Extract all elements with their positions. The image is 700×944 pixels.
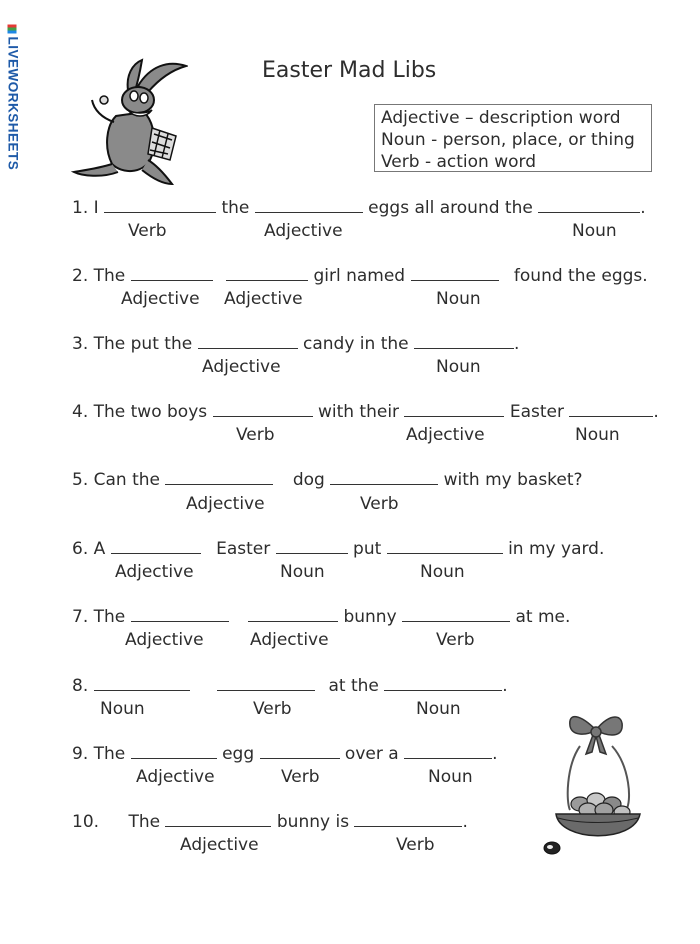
q8-end: .	[502, 676, 508, 696]
q10-text-0: The	[128, 812, 161, 832]
q2-label-2: Adjective	[224, 289, 303, 309]
q9-number: 9. The	[72, 744, 126, 764]
q6-text-2: put	[353, 539, 382, 559]
q4-blank-1[interactable]	[213, 402, 313, 417]
q8-blank-3[interactable]	[384, 676, 502, 691]
q6-label-2: Noun	[280, 562, 325, 582]
q9-end: .	[492, 744, 498, 764]
brand-watermark	[6, 25, 21, 175]
q5-text-1: dog	[292, 470, 325, 490]
q2-label-1: Adjective	[121, 289, 200, 309]
q1-label-3: Noun	[572, 221, 617, 241]
q6-text-3: in my yard.	[508, 539, 605, 559]
q2-number: 2. The	[72, 266, 126, 286]
q6-label-3: Noun	[420, 562, 465, 582]
q5-blank-2[interactable]	[330, 470, 438, 485]
q5-blank-1[interactable]	[165, 470, 273, 485]
q2-blank-2[interactable]	[226, 266, 308, 281]
q5-label-2: Verb	[360, 494, 399, 514]
q1-label-2: Adjective	[264, 221, 343, 241]
q3-label-1: Adjective	[202, 357, 281, 377]
q4-text-1: with their	[317, 402, 400, 422]
q4-blank-2[interactable]	[404, 402, 504, 417]
q2-label-3: Noun	[436, 289, 481, 309]
q9-blank-1[interactable]	[131, 744, 217, 759]
q6-blank-3[interactable]	[387, 539, 503, 554]
q1-blank-2[interactable]	[255, 198, 363, 213]
q10-text-1: bunny is	[276, 812, 350, 832]
q6-label-1: Adjective	[115, 562, 194, 582]
q2-blank-1[interactable]	[131, 266, 213, 281]
q2-text-1: girl named	[313, 266, 406, 286]
q9-text-2: over a	[344, 744, 399, 764]
q3-number: 3. The put the	[72, 334, 193, 354]
q2-text-2: found the eggs.	[513, 266, 648, 286]
brand-text: LIVEWORKSHEETS	[5, 36, 21, 171]
q7-text-1: bunny	[343, 607, 397, 627]
brand-logo-icon	[8, 25, 17, 34]
legend-verb: Verb - action word	[381, 152, 537, 172]
q1-label-1: Verb	[128, 221, 167, 241]
q9-label-3: Noun	[428, 767, 473, 787]
q8-label-1: Noun	[100, 699, 145, 719]
q9-label-2: Verb	[281, 767, 320, 787]
question-1	[72, 198, 646, 218]
q10-blank-2[interactable]	[354, 812, 462, 827]
question-3	[72, 334, 519, 354]
q3-blank-2[interactable]	[414, 334, 514, 349]
q3-blank-1[interactable]	[198, 334, 298, 349]
legend-noun: Noun - person, place, or thing	[381, 130, 635, 150]
legend-adjective: Adjective – description word	[381, 108, 621, 128]
q8-label-3: Noun	[416, 699, 461, 719]
q1-text-2: eggs all around the	[368, 198, 533, 218]
q4-label-1: Verb	[236, 425, 275, 445]
q8-blank-2[interactable]	[217, 676, 315, 691]
q1-blank-1[interactable]	[104, 198, 216, 213]
q10-blank-1[interactable]	[165, 812, 271, 827]
q4-label-3: Noun	[575, 425, 620, 445]
q3-end: .	[514, 334, 520, 354]
q6-text-1: Easter	[216, 539, 271, 559]
question-8	[72, 676, 508, 696]
q7-label-2: Adjective	[250, 630, 329, 650]
q1-text-1: the	[221, 198, 250, 218]
q9-blank-2[interactable]	[260, 744, 340, 759]
q7-label-1: Adjective	[125, 630, 204, 650]
q8-number: 8.	[72, 676, 89, 696]
q7-text-2: at me.	[515, 607, 571, 627]
q6-number: 6. A	[72, 539, 106, 559]
q4-text-2: Easter	[509, 402, 564, 422]
easter-basket-icon	[540, 706, 652, 860]
q1-blank-3[interactable]	[538, 198, 640, 213]
q5-label-1: Adjective	[186, 494, 265, 514]
q10-number: 10.	[72, 812, 100, 832]
q8-label-2: Verb	[253, 699, 292, 719]
q4-label-2: Adjective	[406, 425, 485, 445]
q9-blank-3[interactable]	[404, 744, 492, 759]
q5-text-2: with my basket?	[443, 470, 583, 490]
q10-end: .	[462, 812, 468, 832]
q3-text-1: candy in the	[303, 334, 409, 354]
question-2	[72, 266, 648, 286]
q4-number: 4. The two boys	[72, 402, 208, 422]
q8-blank-1[interactable]	[94, 676, 190, 691]
q2-blank-3[interactable]	[411, 266, 499, 281]
question-7	[72, 607, 570, 627]
question-9	[72, 744, 497, 764]
q5-number: 5. Can the	[72, 470, 160, 490]
q7-label-3: Verb	[436, 630, 475, 650]
q4-blank-3[interactable]	[569, 402, 653, 417]
q6-blank-2[interactable]	[276, 539, 348, 554]
q1-end: .	[640, 198, 646, 218]
q10-label-2: Verb	[396, 835, 435, 855]
q6-blank-1[interactable]	[111, 539, 201, 554]
q7-blank-1[interactable]	[131, 607, 229, 622]
q8-text-1: at the	[328, 676, 379, 696]
q10-label-1: Adjective	[180, 835, 259, 855]
q3-label-2: Noun	[436, 357, 481, 377]
question-4	[72, 402, 659, 422]
question-6	[72, 539, 604, 559]
q9-text-1: egg	[222, 744, 255, 764]
q4-end: .	[653, 402, 659, 422]
q7-blank-3[interactable]	[402, 607, 510, 622]
q9-label-1: Adjective	[136, 767, 215, 787]
page-title: Easter Mad Libs	[262, 58, 437, 83]
question-10	[72, 812, 468, 832]
q1-number: 1. I	[72, 198, 99, 218]
q7-blank-2[interactable]	[248, 607, 338, 622]
easter-bunny-icon	[68, 56, 188, 188]
question-5	[72, 470, 583, 490]
word-type-legend	[374, 104, 652, 172]
q7-number: 7. The	[72, 607, 126, 627]
